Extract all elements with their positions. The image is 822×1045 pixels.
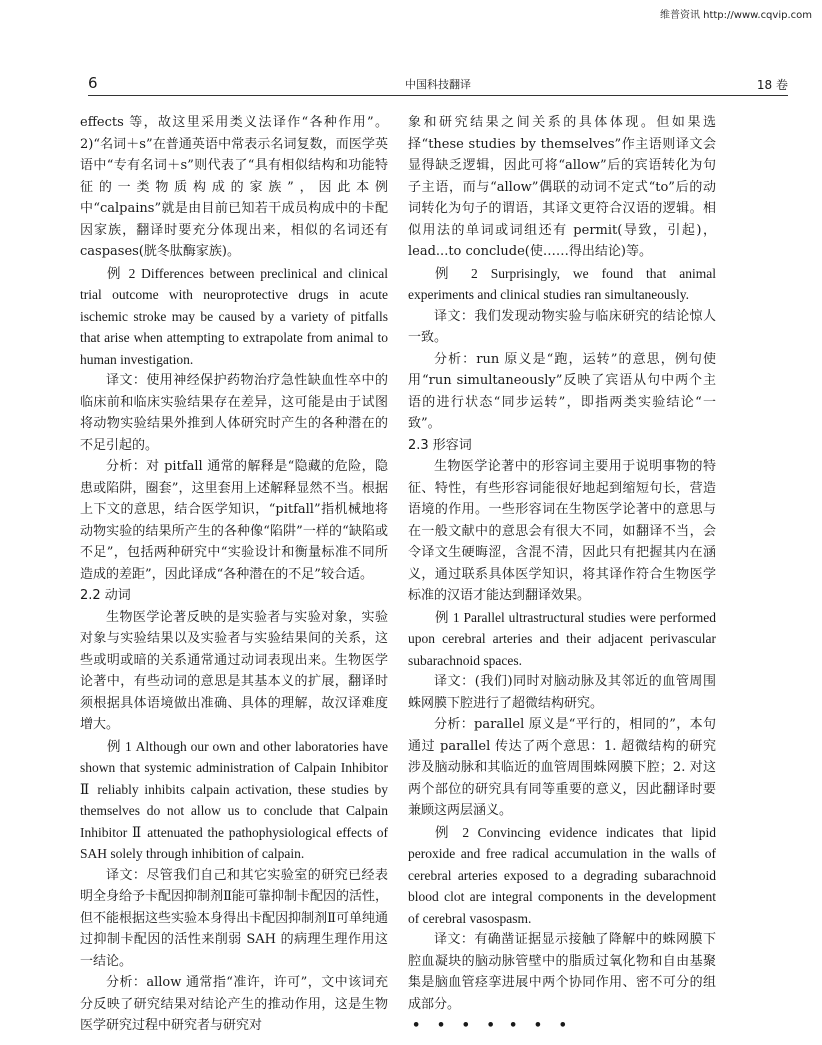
analysis-paragraph: 分析：run 原义是“跑，运转”的意思，例句使用“run simultaneously”反映了宾语从句中两个主语的进行状态“同步运转”，即指两类实验结论“一致”。 bbox=[408, 351, 716, 431]
emphasis-dots: • • • • • • • bbox=[412, 1018, 573, 1033]
paragraph: 生物医学论著反映的是实验者与实验对象，实验对象与实验结果以及实验者与实验结果间的关系，这些或明或暗的关系通常通过动词表现出来。生物医学论著中，有些动词的意思是其基本义的扩展，翻译时须根据具体语境做出准确、具体的理解，故汉译难度增大。 bbox=[80, 609, 388, 732]
english-example: 例 1 Although our own and other laboratories have shown that systemic administration of Calpain Inhibitor Ⅱ reliably inhibits calpain activation, these studies by themselves do not allow us to conclude that Calpain Inhibitor Ⅱ attenuated the pathophysiological effects of SAH solely through inhibition of calpain. bbox=[80, 738, 388, 861]
section-heading: 2.3 形容词 bbox=[408, 437, 472, 453]
journal-title: 中国科技翻译 bbox=[405, 78, 471, 91]
english-example: 例 2 Surprisingly, we found that animal experiments and clinical studies ran simultaneously. bbox=[408, 265, 716, 302]
volume-label: 18 卷 bbox=[756, 78, 788, 92]
paragraph: 象和研究结果之间关系的具体体现。但如果选择“these studies by themselves”作主语则译文会显得缺乏逻辑，因此可将“allow”后的宾语转化为句子主语，而与“allow”偶联的动词不定式“to”后的动词转化为句子的谓语，其译文更符合汉语的逻辑。相似用法的单词或词组还有 permit(导致，引起)，lead...to conclude(使……得出结论)等。 bbox=[408, 115, 716, 259]
english-example: 例 2 Differences between preclinical and clinical trial outcome with neuroprotective drugs in acute ischemic stroke may be caused by a variety of pitfalls that arise when attempting to extrapolate from animal to human investigation. bbox=[80, 265, 388, 367]
running-header bbox=[88, 74, 788, 96]
left-column bbox=[80, 112, 388, 1037]
english-example: 例 2 Convincing evidence indicates that lipid peroxide and free radical accumulation in the walls of cerebral arteries exposed to a degrading subarachnoid blood clot are integral components in the development of cerebral vasospasm. bbox=[408, 824, 716, 926]
analysis-paragraph: 分析：parallel 原义是“平行的，相同的”，本句通过 parallel 传达了两个意思：1. 超微结构的研究涉及脑动脉和其临近的血管周围蛛网膜下腔；2. 对这两个部位的研究具有同等重要的意义，因此翻译时要兼顾这两层涵义。 bbox=[408, 717, 716, 818]
translation-paragraph: 译文：尽管我们自己和其它实验室的研究已经表明全身给予卡配因抑制剂Ⅱ能可靠抑制卡配因的活性，但不能根据这些实验本身得出卡配因抑制剂Ⅱ可单纯通过抑制卡配因的活性来削弱 SAH 的病理生理作用这一结论。 bbox=[80, 867, 388, 969]
translation-paragraph: 译文：(我们)同时对脑动脉及其邻近的血管周围蛛网膜下腔进行了超微结构研究。 bbox=[408, 674, 716, 711]
right-column bbox=[408, 112, 716, 1037]
page-number: 6 bbox=[88, 74, 98, 92]
paragraph: 生物医学论著中的形容词主要用于说明事物的特征、特性，有些形容词能很好地起到缩短句长，营造语境的作用。一些形容词在生物医学论著中的意思与在一般文献中的意思会有很大不同，如翻译不当，会令译文生硬晦涩，含混不清，因此只有把握其内在涵义，通过联系具体医学知识，将其译作符合生物医学标准的汉语才能达到翻译效果。 bbox=[408, 459, 716, 603]
translation-paragraph: 译文：使用神经保护药物治疗急性缺血性卒中的临床前和临床实验结果存在差异，这可能是由于试图将动物实验结果外推到人体研究时产生的各种潜在的不足引起的。 bbox=[80, 373, 388, 453]
watermark: 维普资讯 http://www.cqvip.com bbox=[659, 10, 812, 21]
section-heading: 2.2 动词 bbox=[80, 588, 131, 603]
paragraph: effects 等，故这里采用类义法译作“各种作用”。2)“名词＋s”在普通英语中常表示名词复数，而医学英语中“专有名词＋s”则代表了“具有相似结构和功能特征的一类物质构成的家族”，因此本例中“calpains”就是由目前已知若干成员构成中的卡配因家族，翻译时要充分体现出来，相似的名词还有 caspases(胱冬肽酶家族)。 bbox=[80, 115, 388, 259]
translation-paragraph: 译文：有确凿证据显示接触了降解中的蛛网膜下腔血凝块的脑动脉管壁中的脂质过氧化物和自由基聚集是脑血管痉挛进展中两个协同作用、密不可分的组成部分。 bbox=[408, 932, 716, 1012]
english-example: 例 1 Parallel ultrastructural studies were performed upon cerebral arteries and their adjacent perivascular subarachnoid spaces. bbox=[408, 609, 716, 668]
translation-paragraph: 译文：我们发现动物实验与临床研究的结论惊人一致。 bbox=[408, 308, 716, 345]
analysis-paragraph: 分析：allow 通常指“准许，许可”，文中该词充分反映了研究结果对结论产生的推动作用，这是生物医学研究过程中研究者与研究对 bbox=[80, 975, 388, 1033]
analysis-paragraph: 分析：对 pitfall 通常的解释是“隐藏的危险，隐患或陷阱，圈套”，这里套用上述解释显然不当。根据上下文的意思，结合医学知识，“pitfall”指机械地将动物实验的结果所产生的各种像“陷阱”一样的“缺陷或不足”，包括两种研究中“实验设计和衡量标准不同所造成的差距”，因此译成“各种潜在的不足”较合适。 bbox=[80, 459, 388, 582]
